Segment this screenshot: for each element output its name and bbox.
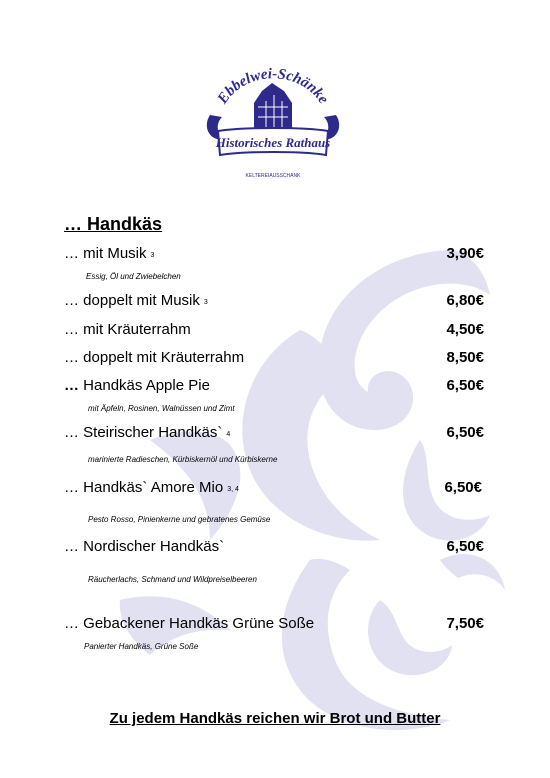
menu-item: … Gebackener Handkäs Grüne Soße 7,50€ xyxy=(64,615,484,632)
item-name: mit Musik xyxy=(83,245,147,262)
menu-item: … Handkäs` Amore Mio 3, 4 6,50€ xyxy=(64,479,482,496)
item-description: Essig, Öl und Zwiebelchen xyxy=(86,272,181,281)
item-name: Handkäs` Amore Mio xyxy=(83,479,224,496)
item-name: Handkäs Apple Pie xyxy=(83,377,210,394)
item-name: doppelt mit Musik xyxy=(83,292,200,309)
logo-top-text: Ebbelwei-Schänke xyxy=(214,66,332,107)
item-price: 7,50€ xyxy=(446,615,484,632)
logo-middle-text: Historisches Rathaus xyxy=(215,135,331,150)
allergen-note: 3, 4 xyxy=(227,486,239,493)
item-price: 3,90€ xyxy=(446,245,484,262)
item-description: Pesto Rosso, Pinienkerne und gebratenes Gemüse xyxy=(88,515,271,524)
menu-item: … mit Kräuterrahm 4,50€ xyxy=(64,321,484,338)
item-name: doppelt mit Kräuterrahm xyxy=(83,349,245,366)
item-price: 6,80€ xyxy=(446,292,484,309)
allergen-note: 3 xyxy=(203,299,208,306)
allergen-note: 4 xyxy=(226,431,231,438)
menu-item: … doppelt mit Kräuterrahm 8,50€ xyxy=(64,349,484,366)
menu-item: … doppelt mit Musik 3 6,80€ xyxy=(64,292,484,309)
item-description: Räucherlachs, Schmand und Wildpreiselbeeren xyxy=(88,575,257,584)
item-name: Steirischer Handkäs` xyxy=(83,424,223,441)
item-name: Nordischer Handkäs` xyxy=(83,538,225,555)
item-price: 6,50€ xyxy=(446,424,484,441)
item-price: 6,50€ xyxy=(446,377,484,394)
item-price: 6,50€ xyxy=(446,538,484,555)
item-name: Gebackener Handkäs Grüne Soße xyxy=(83,615,315,632)
section-title: … Handkäs xyxy=(64,214,163,234)
footer-note: Zu jedem Handkäs reichen wir Brot und Butter xyxy=(109,710,441,727)
item-description: marinierte Radieschen, Kürbiskernöl und Kürbiskerne xyxy=(88,455,278,464)
item-description: Panierter Handkäs, Grüne Soße xyxy=(84,642,199,651)
item-description: mit Äpfeln, Rosinen, Walnüssen und Zimt xyxy=(88,404,235,413)
logo-bottom-text: KELTEREIAUSSCHANK xyxy=(245,173,301,179)
item-name: mit Kräuterrahm xyxy=(83,321,191,338)
item-price: 8,50€ xyxy=(446,349,484,366)
item-price: 4,50€ xyxy=(446,321,484,338)
allergen-note: 3 xyxy=(150,252,155,259)
menu-item: … Handkäs Apple Pie 6,50€ xyxy=(64,377,484,394)
menu-item: … Steirischer Handkäs` 4 6,50€ xyxy=(64,424,484,441)
item-price: 6,50€ xyxy=(444,479,482,496)
menu-item: … mit Musik 3 3,90€ xyxy=(64,245,484,262)
menu-item: … Nordischer Handkäs` 6,50€ xyxy=(64,538,484,555)
